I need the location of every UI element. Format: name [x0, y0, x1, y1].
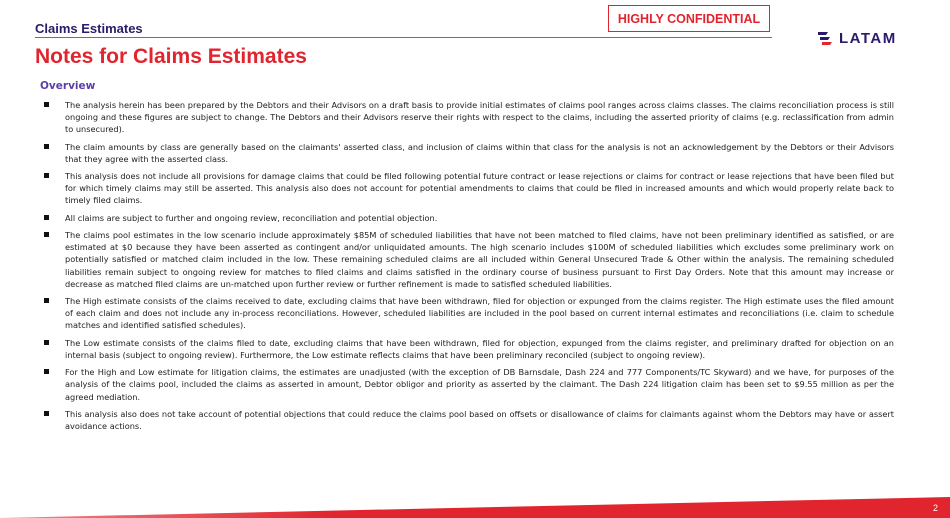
list-item: The Low estimate consists of the claims filed to date, excluding claims that have been withdrawn, filed for objection, expunged from the claims register, and preliminary drafted for objection on an internal basis (subject to ongoing review). Furthermore, the Low estimate reflects claims that have been preliminary reconciled (subject to ongoing review). [44, 337, 894, 361]
list-item: The High estimate consists of the claims received to date, excluding claims that have been withdrawn, filed for objection or expunged from the claims register. The High estimate uses the filed amount of each claim and does not include any in-process reconciliations. However, scheduled liabilities are included in the pool based on current internal estimates and reconciliations (i.e. claim to schedule matches and identified satisfied schedules). [44, 295, 894, 331]
section-label: Claims Estimates [35, 21, 143, 36]
list-item: The analysis herein has been prepared by the Debtors and their Advisors on a draft basis to provide initial estimates of claims pool ranges across claims classes. The claims reconciliation process is still ongoing and these figures are subject to change. The Debtors and their Advisors reserve their rights with respect to the claims, including the asserted priority of claims (e.g. reclassification from admin to unsecured). [44, 99, 894, 135]
logo-wordmark: LATAM [839, 29, 897, 47]
list-item: The claims pool estimates in the low scenario include approximately $85M of scheduled liabilities that have not been matched to filed claims, have not been preliminary identified as satisfied, or are estimated at $0 because they have been asserted as contingent and/or unliquidated amounts. The high scenario includes $100M of scheduled liabilities which excludes some preliminary work on potentially satisfied or matched claim included in the low. These remaining scheduled claims are all included within General Unsecured Trade & Other within the analysis. The remaining scheduled liabilities remain subject to ongoing review for matches to filed claims and claims satisfied in the ordinary course of business pursuant to First Day Orders. Note that this amount may increase or decrease as matched filed claims are un-matched upon further review or further refinement is made to satisfied scheduled liabilities. [44, 229, 894, 290]
footer-band [0, 497, 950, 518]
list-item: For the High and Low estimate for litigation claims, the estimates are unadjusted (with the exception of DB Barnsdale, Dash 224 and 777 Components/TC Skyward) and we have, for purposes of the analysis of the claims pool, included the claims as asserted in amount, Debtor obligor and priority as asserted by the claimant. The Dash 224 litigation claim has been set to $9.55 million as per the agreed mediation. [44, 366, 894, 402]
notes-list [44, 99, 894, 437]
list-item: This analysis does not include all provisions for damage claims that could be filed following potential future contract or lease rejections or claims for contract or lease rejections that have been filed but for which timely claims may still be asserted. This analysis also does not account for potential amendments to claims that could be filed in increased amounts and which would properly relate back to timely filed claims. [44, 170, 894, 206]
overview-heading: Overview [40, 80, 96, 92]
list-item: This analysis also does not take account of potential objections that could reduce the claims pool based on offsets or disallowance of claims for claimants against whom the Debtors may have or assert avoidance actions. [44, 408, 894, 432]
confidential-badge [608, 5, 770, 32]
confidential-label: HIGHLY CONFIDENTIAL [617, 11, 761, 26]
list-item: All claims are subject to further and ongoing review, reconciliation and potential objection. [44, 212, 894, 224]
page-number: 2 [932, 503, 938, 513]
header-divider [35, 37, 772, 38]
list-item: The claim amounts by class are generally based on the claimants' asserted class, and inclusion of claims within that class for the analysis is not an acknowledgement by the Debtors or their Advisors that they agree with the asserted class. [44, 141, 894, 165]
latam-logo [817, 28, 897, 48]
page-title: Notes for Claims Estimates [35, 45, 307, 68]
latam-logo-icon [817, 29, 833, 47]
